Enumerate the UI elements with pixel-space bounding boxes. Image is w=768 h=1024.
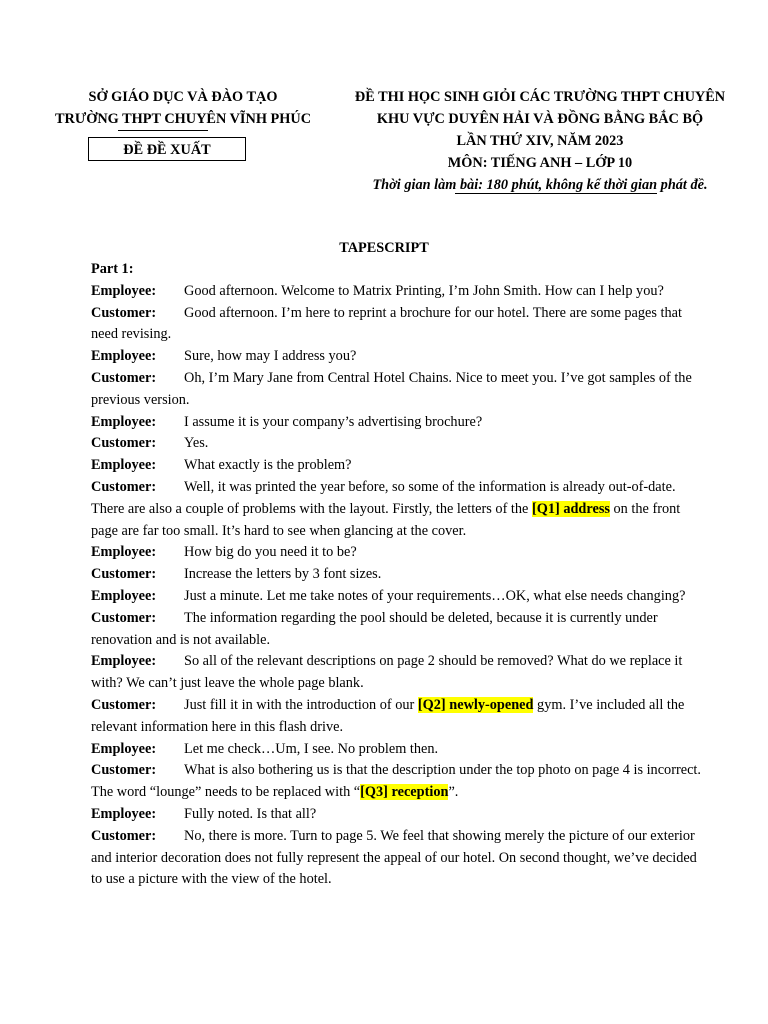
dialogue-line xyxy=(91,542,703,564)
answer-highlight-q2: [Q2] newly-opened xyxy=(417,696,534,713)
dialogue-line xyxy=(91,281,703,303)
exam-region: KHU VỰC DUYÊN HẢI VÀ ĐỒNG BẰNG BẮC BỘ xyxy=(376,111,704,127)
school-header xyxy=(30,86,336,130)
line-text: Just fill it in with the introduction of our xyxy=(184,696,418,713)
line-text: ”. xyxy=(448,784,459,801)
line-text: Good afternoon. I’m here to reprint a brochure for our hotel. There are some pages that need revising. xyxy=(91,304,682,343)
dialogue-line xyxy=(91,826,703,891)
speaker: Employee: xyxy=(91,282,157,299)
dialogue-line xyxy=(91,303,703,347)
exam-title: ĐỀ THI HỌC SINH GIỎI CÁC TRƯỜNG THPT CHUYÊN xyxy=(354,89,726,105)
line-text: What is also bothering us is that the description under the top photo on page 4 is incorrect. The word “lounge” needs to be replaced with “ xyxy=(91,762,701,801)
dialogue-line xyxy=(91,346,703,368)
speaker: Employee: xyxy=(91,805,157,822)
line-text: on the front page are far too small. It’s hard to see when glancing at the cover. xyxy=(91,500,681,539)
line-text: What exactly is the problem? xyxy=(184,457,352,474)
divider xyxy=(455,193,657,194)
speaker: Customer: xyxy=(91,478,157,495)
line-text: Just a minute. Let me take notes of your requirements…OK, what else needs changing? xyxy=(184,587,686,604)
school-name: TRƯỜNG THPT CHUYÊN VĨNH PHÚC xyxy=(54,111,312,127)
exam-time: Thời gian làm bài: 180 phút, không kể thời gian phát đề. xyxy=(372,177,708,193)
line-text: Well, it was printed the year before, so some of the information is already out-of-date. There are also a couple of problems with the layout. Firstly, the letters of the xyxy=(91,478,676,517)
line-text: Fully noted. Is that all? xyxy=(184,805,317,822)
dialogue-line xyxy=(91,368,703,412)
line-text: Oh, I’m Mary Jane from Central Hotel Chains. Nice to meet you. I’ve got samples of the previous version. xyxy=(91,369,692,408)
line-text: Good afternoon. Welcome to Matrix Printing, I’m John Smith. How can I help you? xyxy=(184,282,664,299)
speaker: Customer: xyxy=(91,304,157,321)
speaker: Customer: xyxy=(91,369,157,386)
line-text: How big do you need it to be? xyxy=(184,544,357,561)
speaker: Customer: xyxy=(91,827,157,844)
exam-edition: LẦN THỨ XIV, NĂM 2023 xyxy=(456,133,624,149)
speaker: Employee: xyxy=(91,348,157,365)
dialogue-line xyxy=(91,760,703,804)
line-text: Let me check…Um, I see. No problem then. xyxy=(184,740,439,757)
dialogue-line xyxy=(91,739,703,761)
speaker: Employee: xyxy=(91,457,157,474)
dialogue-line xyxy=(91,477,703,542)
line-text: I assume it is your company’s advertising brochure? xyxy=(184,413,483,430)
line-text: Increase the letters by 3 font sizes. xyxy=(184,566,382,583)
page-title: TAPESCRIPT xyxy=(339,240,429,256)
answer-highlight-q3: [Q3] reception xyxy=(360,784,449,801)
speaker: Employee: xyxy=(91,740,157,757)
speaker: Customer: xyxy=(91,696,157,713)
department-name: SỞ GIÁO DỤC VÀ ĐÀO TẠO xyxy=(88,89,278,105)
speaker: Customer: xyxy=(91,609,157,626)
line-text: Yes. xyxy=(184,435,209,452)
line-text: No, there is more. Turn to page 5. We feel that showing merely the picture of our exterior and interior decoration does not fully represent the appeal of our hotel. On second thought, we’ve decided to use a picture with the view of the hotel. xyxy=(91,827,697,888)
exam-subject: MÔN: TIẾNG ANH – LỚP 10 xyxy=(447,155,633,171)
speaker: Employee: xyxy=(91,587,157,604)
speaker: Customer: xyxy=(91,435,157,452)
dialogue-line xyxy=(91,651,703,695)
answer-highlight-q1: [Q1] address xyxy=(531,500,610,517)
dialogue-line xyxy=(91,695,703,739)
line-text: So all of the relevant descriptions on page 2 should be removed? What do we replace it with? We can’t just leave the whole page blank. xyxy=(91,653,683,692)
exam-header xyxy=(330,86,750,196)
dialogue-line xyxy=(91,412,703,434)
proposal-box: ĐỀ ĐỀ XUẤT xyxy=(88,137,246,161)
dialogue-line xyxy=(91,804,703,826)
dialogue-line xyxy=(91,564,703,586)
tapescript-body xyxy=(91,259,703,891)
line-text: The information regarding the pool should be deleted, because it is currently under renovation and is not available. xyxy=(91,609,658,648)
speaker: Employee: xyxy=(91,413,157,430)
speaker: Customer: xyxy=(91,762,157,779)
speaker: Employee: xyxy=(91,653,157,670)
divider xyxy=(118,130,208,131)
part-label: Part 1: xyxy=(91,261,134,277)
line-text: gym. I’ve included all the relevant information here in this flash drive. xyxy=(91,696,685,735)
dialogue-line xyxy=(91,586,703,608)
speaker: Employee: xyxy=(91,544,157,561)
speaker: Customer: xyxy=(91,566,157,583)
dialogue-line xyxy=(91,433,703,455)
dialogue-line xyxy=(91,455,703,477)
line-text: Sure, how may I address you? xyxy=(184,348,357,365)
dialogue-line xyxy=(91,608,703,652)
